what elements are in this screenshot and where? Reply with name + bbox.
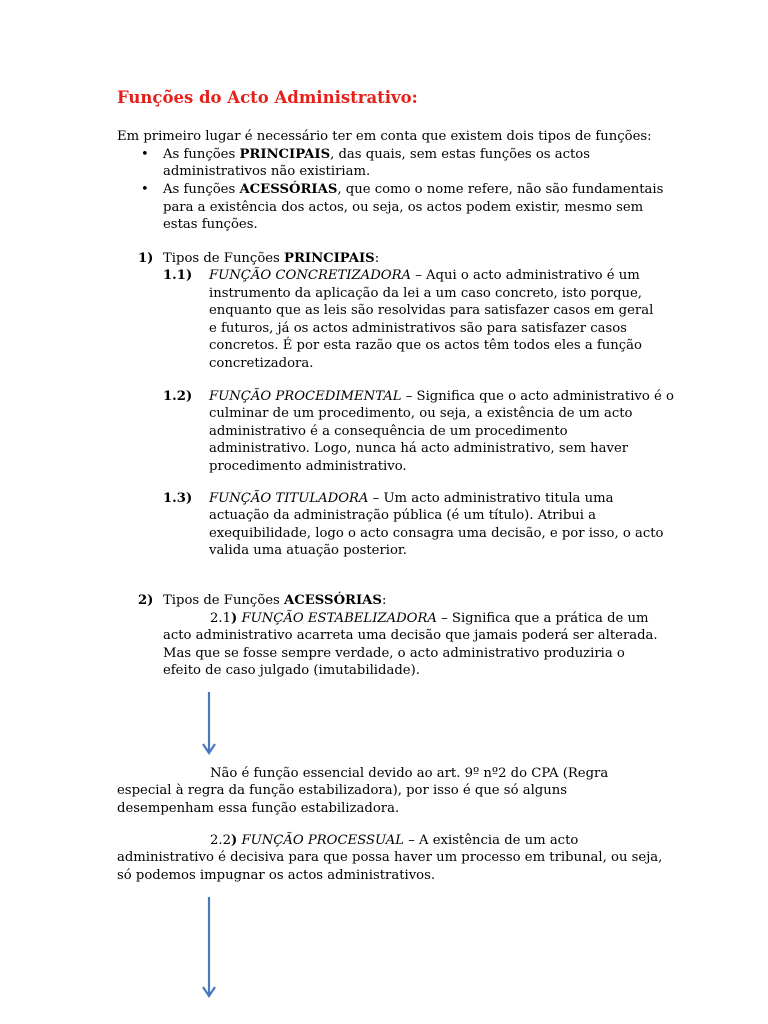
section-1-heading: Tipos de Funções PRINCIPAIS: <box>163 251 380 266</box>
item-1-1-line-1: FUNÇÃO CONCRETIZADORA – Aqui o acto administrativo é um <box>209 268 640 283</box>
section-2-number: 2) <box>138 593 154 608</box>
item-1-2-line-3: administrativo é a consequência de um procedimento <box>209 424 568 439</box>
note-line-2: especial à regra da função estabilizadora), por isso é que só alguns <box>117 783 567 798</box>
bullet-2-line-2: para a existência dos actos, ou seja, os actos podem existir, mesmo sem <box>163 200 644 215</box>
item-1-3-line-3: exequibilidade, logo o acto consagra uma decisão, e por isso, o acto <box>209 526 664 541</box>
item-2-1-line-4: efeito de caso julgado (imutabilidade). <box>163 663 420 678</box>
item-1-1-line-3: enquanto que as leis são resolvidas para satisfazer casos em geral <box>209 303 654 318</box>
bullet-1-line-2: administrativos não existiriam. <box>163 164 371 179</box>
note-line-1: Não é função essencial devido ao art. 9º nº2 do CPA (Regra <box>210 766 609 781</box>
section-2-heading: Tipos de Funções ACESSÓRIAS: <box>163 593 387 608</box>
bullet-2-line-1: As funções ACESSÓRIAS, que como o nome refere, não são fundamentais <box>163 182 664 197</box>
item-1-1-line-4: e futuros, já os actos administrativos são para satisfazer casos <box>209 321 627 336</box>
item-2-1-line-1: 2.1) FUNÇÃO ESTABELIZADORA – Significa que a prática de um <box>210 611 649 626</box>
item-1-3-line-4: valida uma atuação posterior. <box>209 543 407 558</box>
item-1-1-number: 1.1) <box>163 268 193 283</box>
item-2-2-line-2: administrativo é decisiva para que possa haver um processo em tribunal, ou seja, <box>117 850 663 865</box>
item-1-1-line-2: instrumento da aplicação da lei a um caso concreto, isto porque, <box>209 286 642 301</box>
item-2-1-line-3: Mas que se fosse sempre verdade, o acto administrativo produziria o <box>163 646 625 661</box>
bullet-2-line-3: estas funções. <box>163 217 258 232</box>
item-2-2-line-3: só podemos impugnar os actos administrativos. <box>117 868 436 883</box>
intro-text: Em primeiro lugar é necessário ter em conta que existem dois tipos de funções: <box>117 129 652 144</box>
item-1-3-number: 1.3) <box>163 491 193 506</box>
note-line-3: desempenham essa função estabilizadora. <box>117 801 400 816</box>
item-2-1-line-2: acto administrativo acarreta uma decisão que jamais poderá ser alterada. <box>163 628 658 643</box>
bullet-marker: • <box>141 147 149 162</box>
item-2-2-line-1: 2.2) FUNÇÃO PROCESSUAL – A existência de um acto <box>210 833 579 848</box>
item-1-2-number: 1.2) <box>163 389 193 404</box>
item-1-2-line-4: administrativo. Logo, nunca há acto administrativo, sem haver <box>209 441 629 456</box>
down-arrow-icon <box>200 897 218 999</box>
item-1-1-line-5: concretos. É por esta razão que os actos têm todos eles a função <box>209 338 642 353</box>
item-1-1-line-6: concretizadora. <box>209 356 314 371</box>
bullet-1-line-1: As funções PRINCIPAIS, das quais, sem estas funções os actos <box>163 147 590 162</box>
item-1-2-line-5: procedimento administrativo. <box>209 459 407 474</box>
item-1-2-line-1: FUNÇÃO PROCEDIMENTAL – Significa que o acto administrativo é o <box>209 389 674 404</box>
bullet-marker: • <box>141 182 149 197</box>
down-arrow-icon <box>200 692 218 756</box>
item-1-2-line-2: culminar de um procedimento, ou seja, a existência de um acto <box>209 406 633 421</box>
document-title: Funções do Acto Administrativo: <box>117 88 418 107</box>
item-1-3-line-1: FUNÇÃO TITULADORA – Um acto administrativo titula uma <box>209 491 614 506</box>
item-1-3-line-2: actuação da administração pública (é um título). Atribui a <box>209 508 597 523</box>
section-1-number: 1) <box>138 251 154 266</box>
